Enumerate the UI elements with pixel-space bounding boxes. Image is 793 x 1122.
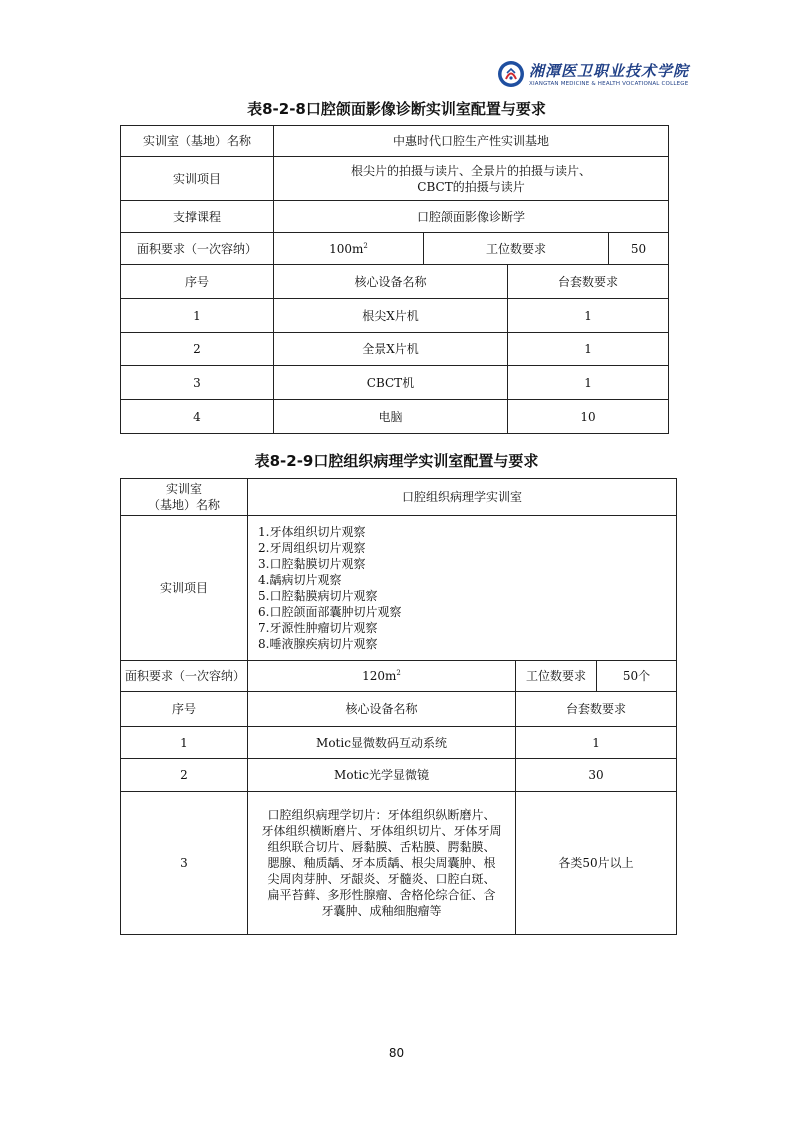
- table1-col-device: 核心设备名称: [274, 265, 508, 299]
- school-name-en: XIANGTAN MEDICINE & HEALTH VOCATIONAL COLLEGE: [529, 81, 689, 87]
- table1-course-label: 支撑课程: [121, 201, 274, 233]
- list-item: 1.牙体组织切片观察: [258, 525, 366, 539]
- list-item: 7.牙源性肿瘤切片观察: [258, 621, 378, 635]
- table1-project-value: [274, 157, 669, 201]
- table2-row3-device: 口腔组织病理学切片：牙体组织纵断磨片、 牙体组织横断磨片、牙体组织切片、牙体牙周 组织联合切片、唇黏膜、舌粘膜、腭黏膜、 腮腺、釉质龋、牙本质龋、根尖周囊肿、根 尖周肉芽肿、牙龈炎、牙髓炎、口腔白斑、 扁平苔藓、多形性腺瘤、舍格伦综合征、含 牙囊肿、成釉细胞瘤等: [248, 792, 516, 935]
- table-row: 1 根尖X片机 1: [121, 299, 669, 333]
- table1-stations-label: 工位数要求: [424, 233, 609, 265]
- list-item: 6.口腔颌面部囊肿切片观察: [258, 605, 402, 619]
- table2-project-label: 实训项目: [121, 516, 248, 661]
- list-item: 4.龋病切片观察: [258, 573, 342, 587]
- table-row: 2 全景X片机 1: [121, 333, 669, 366]
- list-item: 2.牙周组织切片观察: [258, 541, 366, 555]
- table1-room-value: 中惠时代口腔生产性实训基地: [274, 126, 669, 157]
- table2-title: 表8-2-9口腔组织病理学实训室配置与要求: [254, 452, 539, 470]
- table1-col-no: 序号: [121, 265, 274, 299]
- school-emblem-icon: [497, 60, 525, 88]
- page-number: 80: [388, 1046, 405, 1060]
- table2-stations-label: 工位数要求: [516, 661, 597, 692]
- table2-col-device: 核心设备名称: [248, 692, 516, 727]
- table1-title: 表8-2-8口腔颌面影像诊断实训室配置与要求: [247, 100, 546, 118]
- table-row: 1 Motic显微数码互动系统 1: [121, 727, 677, 759]
- table1-course-value: 口腔颌面影像诊断学: [274, 201, 669, 233]
- school-logo: [497, 58, 690, 92]
- table1-area-value: $100m^2$: [274, 233, 424, 265]
- table1-project-line1: 根尖片的拍摄与读片、全景片的拍摄与读片、: [351, 163, 592, 178]
- list-item: 8.唾液腺疾病切片观察: [258, 637, 378, 651]
- table-row: 4 电脑 10: [121, 400, 669, 434]
- table1-area-label: 面积要求（一次容纳）: [121, 233, 274, 265]
- school-name-cn: 湘潭医卫职业技术学院: [529, 62, 690, 80]
- table2-stations-value: 50个: [597, 661, 677, 692]
- table1-project-line2: CBCT的拍摄与读片: [417, 179, 525, 194]
- table2-project-list: [248, 516, 677, 661]
- table2-room-value: 口腔组织病理学实训室: [248, 479, 677, 516]
- table2-area-value: $120m^2$: [248, 661, 516, 692]
- table2-room-label: 实训室 （基地）名称: [121, 479, 248, 516]
- table1-col-qty: 台套数要求: [508, 265, 669, 299]
- table1-project-label: 实训项目: [121, 157, 274, 201]
- table1-stations-value: 50: [609, 233, 669, 265]
- table1-room-label: 实训室（基地）名称: [121, 126, 274, 157]
- table2: [120, 478, 677, 935]
- table2-area-label: 面积要求（一次容纳）: [121, 661, 248, 692]
- table-row: 3 CBCT机 1: [121, 366, 669, 400]
- table2-col-no: 序号: [121, 692, 248, 727]
- table1: [120, 125, 669, 434]
- table2-col-qty: 台套数要求: [516, 692, 677, 727]
- list-item: 5.口腔黏膜病切片观察: [258, 589, 378, 603]
- list-item: 3.口腔黏膜切片观察: [258, 557, 366, 571]
- table-row: 3 口腔组织病理学切片：牙体组织纵断磨片、 牙体组织横断磨片、牙体组织切片、牙体牙周 组织联合切片、唇黏膜、舌粘膜、腭黏膜、 腮腺、釉质龋、牙本质龋、根尖周囊肿、根 尖周肉芽肿、牙龈炎、牙髓炎、口腔白斑、 扁平苔藓、多形性腺瘤、舍格伦综合征、含 牙囊肿、成釉细胞瘤等 各类50片以上: [121, 792, 677, 935]
- table-row: 2 Motic光学显微镜 30: [121, 759, 677, 792]
